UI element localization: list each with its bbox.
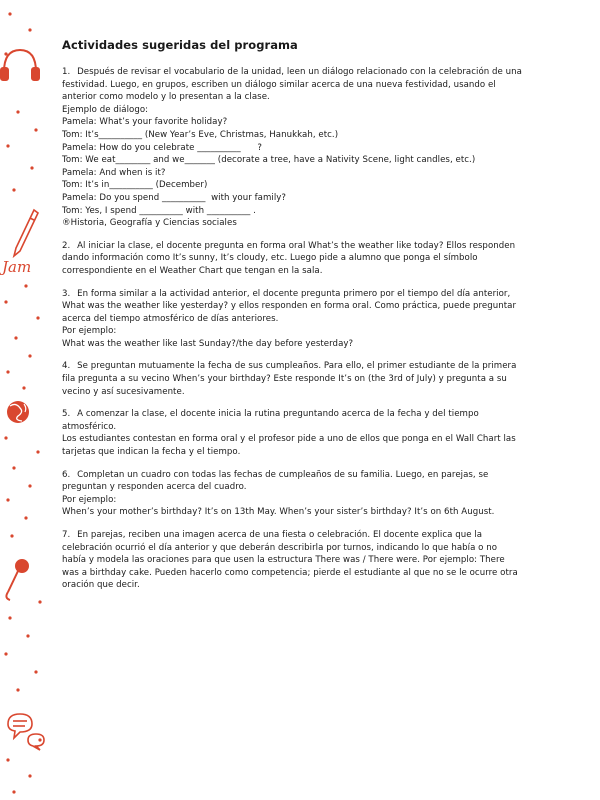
dialog-line: Tom: Yes, I spend __________ with __________ . (62, 205, 256, 216)
page-title: Actividades sugeridas del programa (62, 38, 298, 52)
activity-5 (62, 408, 522, 458)
dialog-line: Tom: It’s in__________ (December) (62, 180, 208, 191)
svg-text:Jam: Jam (2, 258, 32, 276)
subject-note: ®Historia, Geografía y Ciencias sociales (62, 218, 237, 229)
dialog-line: Pamela: And when is it? (62, 167, 166, 178)
pencil-icon (14, 210, 38, 256)
dialog-line: Tom: It’s__________ (New Year’s Eve, Christmas, Hanukkah, etc.) (62, 129, 339, 140)
example-line: What was the weather like last Sunday?/the day before yesterday? (62, 338, 354, 349)
example-label: Por ejemplo: (62, 326, 117, 337)
activity-2 (62, 240, 522, 278)
dialog-line: Pamela: What’s your favorite holiday? (62, 117, 228, 128)
activity-text: 2. Al iniciar la clase, el docente pregunta en forma oral What’s the weather like today? Ellos responden dando información como It’s sunny, It’s cloudy, etc. Luego pide a alumno que ponga el símbolo correspondiente en el Weather Chart que tengan en la sala. (62, 240, 516, 276)
example-label: Por ejemplo: (62, 494, 117, 505)
activity-text: 7. En parejas, reciben una imagen acerca de una fiesta o celebración. El docente explica que la celebración ocurrió el día anterior y que deberán describirla por turnos, indicando lo que había o no había y modela las oraciones para que usen la estructura There was / There were. Por ejemplo: There was a birthday cake. Pueden hacerlo como competencia; pierde el estudiante al que no se le ocurre otra oración que decir. (62, 530, 518, 591)
activity-text: 6. Completan un cuadro con todas las fechas de cumpleaños de su familia. Luego, en parejas, se preguntan y responden acerca del cuadro. (62, 469, 489, 493)
activity-4 (62, 360, 522, 398)
jam-lettering-icon (0, 258, 31, 276)
activity-6 (62, 469, 522, 519)
activity-text: 4. Se preguntan mutuamente la fecha de sus cumpleaños. Para ello, el primer estudiante de la primera fila pregunta a su vecino When’s your birthday? Este responde It’s on (the 3rd of July) y pregunta a su vecino y así sucesivamente. (62, 361, 517, 397)
document-body (62, 38, 522, 602)
activity-7 (62, 529, 522, 592)
microphone-icon (6, 560, 28, 600)
activity-text: 1. Después de revisar el vocabulario de la unidad, leen un diálogo relacionado con la celebración de una festividad. Luego, en grupos, escriben un diálogo similar acerca de una nueva festividad, usando el anterior como modelo y lo presentan a la clase. (62, 67, 522, 103)
dialog-line: Tom: We eat________ and we_______ (decorate a tree, have a Nativity Scene, light candles, etc.) (62, 155, 476, 166)
activity-text: 3. En forma similar a la actividad anterior, el docente pregunta primero por el tiempo del día anterior, What was the weather like yesterday? y ellos responden en forma oral. Como práctica, puede preguntar acerca del tiempo atmosférico de días anteriores. (62, 288, 517, 324)
activity-1 (62, 66, 522, 230)
dialog-line: Pamela: Do you spend __________ with your family? (62, 192, 287, 203)
activity-extra-text: Los estudiantes contestan en forma oral y el profesor pide a uno de ellos que ponga en el Wall Chart las tarjetas que indican la fecha y el tiempo. (62, 434, 516, 458)
speech-bubble-icon (8, 714, 44, 750)
example-line: When’s your mother’s birthday? It’s on 13th May. When’s your sister’s birthday? It’s on 6th August. (62, 507, 495, 518)
dialog-line: Ejemplo de diálogo: (62, 104, 149, 115)
dialog-line: Pamela: How do you celebrate __________ ? (62, 142, 262, 153)
globe-icon (7, 401, 29, 423)
activity-text: 5. A comenzar la clase, el docente inicia la rutina preguntando acerca de la fecha y del tiempo atmosférico. (62, 409, 479, 432)
activity-3 (62, 288, 522, 351)
margin-decoration (0, 0, 54, 800)
